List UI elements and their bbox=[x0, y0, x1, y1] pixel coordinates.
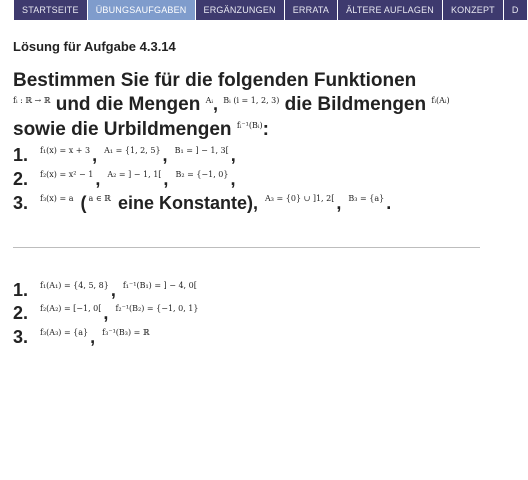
task-item-3: $^{f_3(x) = a}$ ( $^{a \in ℝ}$ eine Konstante), $^{A_3 = \{0\} \cup ]1, 2[}$ , $^{B_3 = \{a\}}$ . bbox=[40, 193, 392, 213]
task-item-1-set-b: B₁ = ] − 1, 3[ bbox=[174, 146, 229, 155]
solution-1-image: f₁(A₁) = {4, 5, 8} bbox=[40, 281, 109, 290]
task-item-3-function: f₃(x) = a bbox=[40, 194, 74, 203]
solution-3: $^{f_3(A_3) = \{a\}}$ , $^{f_3^{-1}(B_3) = ℝ}$ bbox=[40, 327, 150, 347]
solution-1-preimage: f₁⁻¹(B₁) = ] − 4, 0[ bbox=[122, 281, 197, 290]
solution-2-number: 2. bbox=[13, 303, 29, 323]
solution-3-image: f₃(A₃) = {a} bbox=[40, 328, 89, 337]
solution-2: $^{f_2(A_2) = [-1, 0[}$ , $^{f_2^{-1}(B_2) = \{-1, 0, 1\}}$ bbox=[40, 303, 199, 323]
task-item-2-set-a: A₂ = ] − 1, 1[ bbox=[107, 170, 162, 179]
solution-3-number: 3. bbox=[13, 327, 29, 347]
nav-item-aeltere-auflagen[interactable]: ÄLTERE AUFLAGEN bbox=[338, 0, 442, 20]
task-line-2: $^{fᵢ : ℝ \to ℝ}$ und die Mengen $^{Aᵢ}$, $^{Bᵢ (i = 1, 2, 3)}$ die Bildmengen $^{fᵢ(Aᵢ)}$ bbox=[13, 94, 450, 115]
task-line-3: sowie die Urbildmengen $^{fᵢ^{-1}(Bᵢ)}$: bbox=[13, 119, 269, 140]
math-Bi: Bᵢ (i = 1, 2, 3) bbox=[223, 96, 280, 105]
task-item-2-number: 2. bbox=[13, 169, 29, 189]
math-Ai: Aᵢ bbox=[205, 96, 213, 105]
nav-bar bbox=[14, 0, 528, 20]
nav-item-errata[interactable]: ERRATA bbox=[285, 0, 337, 20]
task-text-mengen: und die Mengen bbox=[55, 94, 201, 115]
task-text-bildmengen: die Bildmengen bbox=[284, 94, 427, 115]
task-item-3-constant-text: eine Konstante), bbox=[117, 193, 258, 213]
solution-1: $^{f_1(A_1) = \{4, 5, 8\}}$ , $^{f_1^{-1}(B_1) = ] - 4, 0[}$ bbox=[40, 280, 197, 300]
task-item-3-a-in-r: a ∈ ℝ bbox=[88, 194, 111, 203]
task-item-1: $^{f_1(x) = x + 3}$ , $^{A_1 = \{1, 2, 5\}}$ , $^{B_1 = ] - 1, 3[}$ , bbox=[40, 145, 236, 165]
task-item-1-number: 1. bbox=[13, 145, 29, 165]
solution-2-image: f₂(A₂) = [−1, 0[ bbox=[40, 304, 102, 313]
task-item-2-function: f₂(x) = x² − 1 bbox=[40, 170, 94, 179]
solution-3-preimage: f₃⁻¹(B₃) = ℝ bbox=[102, 328, 150, 337]
math-fiAi: fᵢ(Aᵢ) bbox=[431, 96, 450, 105]
solution-1-number: 1. bbox=[13, 280, 29, 300]
math-fi-inverse: fᵢ⁻¹(Bᵢ) bbox=[236, 121, 263, 130]
task-line-1: Bestimmen Sie für die folgenden Funktionen bbox=[13, 70, 417, 91]
task-item-3-set-b: B₃ = {a} bbox=[348, 194, 385, 203]
nav-item-ergaenzungen[interactable]: ERGÄNZUNGEN bbox=[196, 0, 284, 20]
nav-item-konzept[interactable]: KONZEPT bbox=[443, 0, 503, 20]
nav-item-more[interactable]: D bbox=[504, 0, 527, 20]
nav-item-uebungsaufgaben[interactable]: ÜBUNGSAUFGABEN bbox=[88, 0, 195, 20]
math-fi-map: fᵢ : ℝ → ℝ bbox=[13, 96, 51, 105]
task-item-1-set-a: A₁ = {1, 2, 5} bbox=[104, 146, 161, 155]
page-subtitle: Lösung für Aufgabe 4.3.14 bbox=[13, 39, 176, 54]
task-text-urbildmengen: sowie die Urbildmengen bbox=[13, 119, 232, 140]
top-navigation bbox=[0, 0, 519, 21]
section-divider bbox=[13, 247, 480, 248]
task-item-1-function: f₁(x) = x + 3 bbox=[40, 146, 91, 155]
solution-2-preimage: f₂⁻¹(B₂) = {−1, 0, 1} bbox=[115, 304, 199, 313]
task-item-3-set-a: A₃ = {0} ∪ ]1, 2[ bbox=[265, 194, 335, 203]
task-item-3-number: 3. bbox=[13, 193, 29, 213]
task-item-2-set-b: B₂ = {−1, 0} bbox=[175, 170, 229, 179]
task-item-2: $^{f_2(x) = x^2 - 1}$ , $^{A_2 = ] - 1, 1[}$ , $^{B_2 = \{-1, 0\}}$ , bbox=[40, 169, 236, 189]
nav-item-startseite[interactable]: STARTSEITE bbox=[14, 0, 87, 20]
